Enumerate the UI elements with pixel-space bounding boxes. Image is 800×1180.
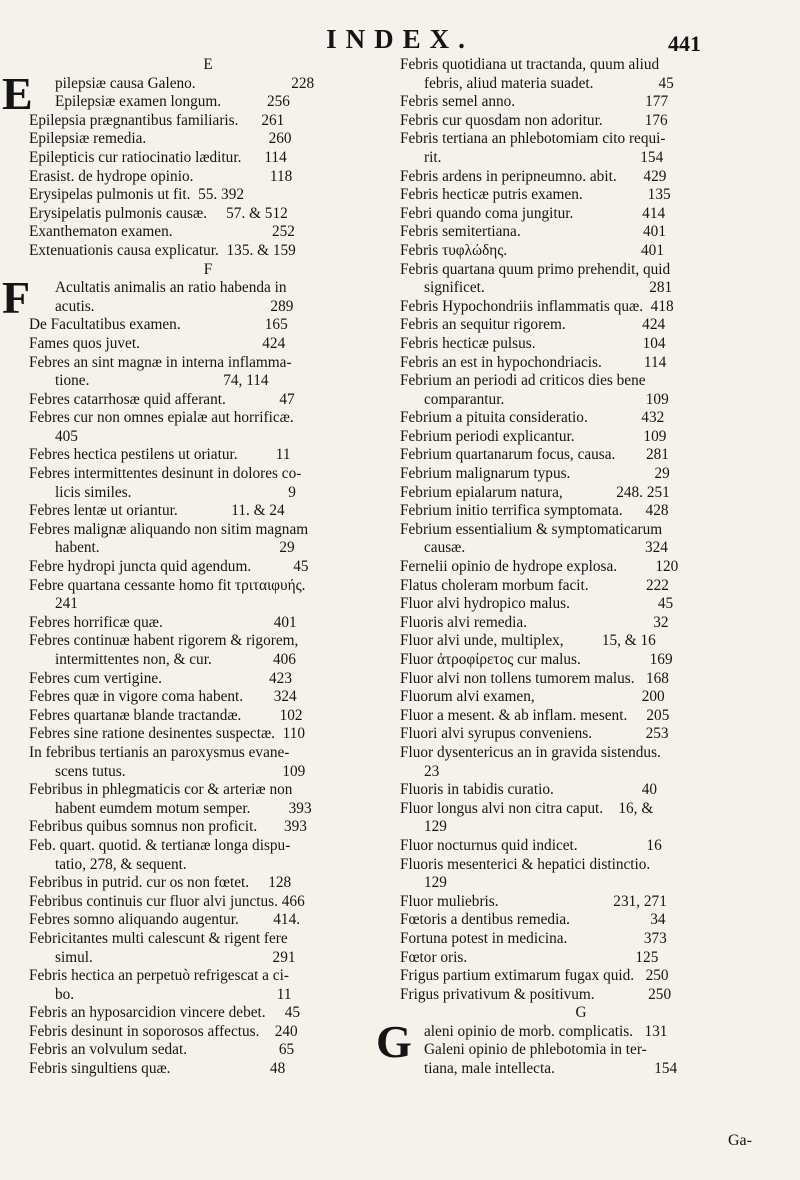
entry-line: Febris ardens in peripneumno. abit. 429: [400, 167, 667, 185]
index-entry: [29, 130, 387, 149]
entry-line: Febris hecticæ pulsus. 104: [400, 334, 666, 352]
index-entry: [29, 205, 387, 224]
index-entry: [29, 446, 387, 465]
index-entry: [29, 744, 387, 781]
section-letter: E: [203, 56, 213, 73]
index-entry: [400, 446, 762, 465]
index-entry: [29, 316, 387, 335]
entry-line: Febribus in phlegmaticis cor & arteriæ non: [29, 781, 293, 799]
index-entry: [29, 707, 387, 726]
entry-line: Febris singultiens quæ. 48: [29, 1060, 286, 1078]
entry-line: In febribus tertianis an paroxysmus evane-: [29, 743, 290, 761]
entry-line: Febris quotidiana ut tractanda, quum aliud: [400, 56, 660, 73]
entry-line: Febris an sequitur rigorem. 424: [400, 316, 666, 334]
entry-line: Fluor alvi unde, multiplex, 15, & 16: [400, 632, 656, 650]
entry-line: Febrium essentialium & symptomaticarum: [400, 520, 663, 538]
index-entry: [29, 670, 387, 689]
entry-line: De Facultatibus examen. 165: [29, 316, 288, 334]
entry-line: Feb. quart. quotid. & tertianæ longa dispu-: [29, 836, 291, 854]
index-entry: [400, 372, 762, 409]
entry-continuation-line: habent. 29: [55, 539, 295, 557]
entry-line: Frigus partium extimarum fugax quid. 250: [400, 967, 669, 985]
entry-line: Febres cur non omnes epialæ aut horrificæ.: [29, 409, 294, 427]
index-entry: [400, 521, 762, 558]
index-entry: [400, 632, 762, 651]
catchword: Ga-: [728, 1132, 752, 1149]
index-entry: [29, 465, 387, 502]
entry-line: Febrium a pituita consideratio. 432: [400, 409, 665, 427]
running-title: INDEX.: [326, 24, 474, 54]
index-entry: [400, 781, 762, 800]
index-entry: [400, 688, 762, 707]
entry-line: Fluor dysentericus an in gravida sistendus.: [400, 743, 661, 761]
index-entry: [400, 651, 762, 670]
entry-line: Febres catarrhosæ quid afferant. 47: [29, 390, 295, 408]
entry-continuation-line: comparantur. 109: [424, 390, 669, 408]
index-entry: [29, 632, 387, 669]
index-entry: [400, 484, 762, 503]
entry-line: Febres lentæ ut oriantur. 11. & 24: [29, 502, 285, 520]
drop-cap: G: [376, 1015, 412, 1067]
index-entry: [29, 112, 387, 131]
entry-line: Febrium an periodi ad criticos dies bene: [400, 372, 646, 390]
entry-line: Epilepsia prægnantibus familiaris. 261: [29, 111, 285, 129]
index-entry: [29, 242, 387, 261]
entry-line: Febribus continuis cur fluor alvi junctus. 466: [29, 892, 305, 910]
entry-line: Febres an sint magnæ in interna inflamma-: [29, 353, 292, 371]
index-entry: [29, 149, 387, 168]
index-entry: [400, 465, 762, 484]
index-entry: [400, 744, 762, 781]
index-entry: [400, 298, 762, 317]
entry-line: Febres hectica pestilens ut oriatur. 11: [29, 446, 291, 464]
index-entry: [29, 223, 387, 242]
entry-continuation-line: 23: [424, 762, 440, 780]
entry-line: Fluor ἀτροφίρετος cur malus. 169: [400, 651, 673, 668]
entry-continuation-line: intermittentes non, & cur. 406: [55, 651, 296, 668]
entry-line: Febribus quibus somnus non proficit. 393: [29, 818, 307, 836]
entry-line: Extenuationis causa explicatur. 135. & 159: [29, 241, 296, 259]
entry-line: Febres quæ in vigore coma habent. 324: [29, 688, 297, 706]
index-entry: [400, 856, 762, 893]
entry-line: Fluor muliebris. 231, 271: [400, 892, 667, 910]
entry-line: Febrium malignarum typus. 29: [400, 465, 670, 483]
entry-line: Febris hecticæ putris examen. 135: [400, 186, 671, 204]
index-entry: [400, 205, 762, 224]
entry-continuation-line: febris, aliud materia suadet. 45: [424, 74, 674, 92]
entry-line: Febris Hypochondriis inflammatis quæ. 418: [400, 297, 674, 315]
entry-line: Febris tertiana an phlebotomiam cito requi-: [400, 130, 666, 148]
entry-continuation-line: simul. 291: [55, 948, 296, 966]
index-entry: [400, 670, 762, 689]
entry-line: Febris τυφλώδης. 401: [400, 241, 664, 259]
index-entry: [400, 56, 762, 93]
page-number: 441: [668, 31, 701, 56]
index-entry: [400, 168, 762, 187]
index-entry: [400, 409, 762, 428]
index-entry: [29, 1060, 387, 1079]
entry-line: Erysipelas pulmonis ut fit. 55. 392: [29, 186, 244, 204]
entry-continuation-line: Epilepsiæ examen longum. 256: [55, 93, 290, 111]
index-entry: [29, 354, 387, 391]
entry-line: Fortuna potest in medicina. 373: [400, 929, 667, 947]
index-entry: [400, 354, 762, 373]
index-entry: [400, 800, 762, 837]
right-column: [376, 56, 762, 1079]
index-entry: [400, 316, 762, 335]
entry-continuation-line: licis similes. 9: [55, 483, 296, 501]
index-entry: [400, 558, 762, 577]
entry-continuation-line: rit. 154: [424, 148, 664, 166]
index-entry: [400, 725, 762, 744]
index-entry: [400, 242, 762, 261]
entry-line: Erysipelatis pulmonis causæ. 57. & 512: [29, 204, 288, 222]
entry-continuation-line: 129: [424, 818, 447, 836]
index-entry: [29, 1004, 387, 1023]
entry-line: Fluoris alvi remedia. 32: [400, 613, 669, 631]
entry-continuation-line: scens tutus. 109: [55, 762, 306, 780]
entry-line: Febribus in putrid. cur os non fœtet. 128: [29, 874, 292, 892]
entry-continuation-line: Galeni opinio de phlebotomia in ter-: [424, 1041, 647, 1059]
entry-line: Fluor a mesent. & ab inflam. mesent. 205: [400, 706, 670, 724]
index-entry: [400, 967, 762, 986]
index-entry: [29, 781, 387, 818]
index-entry: [2, 67, 387, 119]
index-entry: [376, 1015, 762, 1079]
entry-line: Febri quando coma jungitur. 414: [400, 204, 666, 222]
index-entry: [29, 168, 387, 187]
entry-line: Fluoris in tabidis curatio. 40: [400, 781, 658, 799]
index-entry: [29, 967, 387, 1004]
entry-line: Fluor alvi non tollens tumorem malus. 168: [400, 669, 669, 687]
index-entry: [29, 391, 387, 410]
entry-line: Febres continuæ habent rigorem & rigorem,: [29, 632, 299, 650]
entry-continuation-line: bo. 11: [55, 985, 292, 1003]
left-column: [2, 56, 387, 1079]
index-entry: [400, 577, 762, 596]
entry-line: Epilepticis cur ratiocinatio læditur. 114: [29, 148, 287, 166]
index-entry: [400, 223, 762, 242]
index-entry: [400, 930, 762, 949]
entry-continuation-line: tiana, male intellecta. 154: [424, 1060, 678, 1078]
index-entry: [400, 595, 762, 614]
entry-line: Fernelii opinio de hydrope explosa. 120: [400, 558, 679, 576]
entry-line: Fluori alvi syrupus conveniens. 253: [400, 725, 669, 743]
index-entry: [29, 1023, 387, 1042]
entry-line: Fluor longus alvi non citra caput. 16, &: [400, 799, 654, 817]
entry-continuation-line: tione. 74, 114: [55, 372, 269, 390]
entry-line: Febres sine ratione desinentes suspectæ. 110: [29, 725, 305, 743]
entry-continuation-line: causæ. 324: [424, 539, 668, 557]
entry-line: Febres horrificæ quæ. 401: [29, 613, 297, 631]
index-entry: [29, 874, 387, 893]
entry-line: Febres intermittentes desinunt in dolores co-: [29, 465, 302, 483]
entry-line: Exanthematon examen. 252: [29, 223, 295, 241]
entry-line: Febris quartana quum primo prehendit, quid: [400, 260, 671, 278]
section-letter: F: [203, 260, 213, 278]
index-entry: [400, 93, 762, 112]
entry-line: Fœtor oris. 125: [400, 948, 659, 966]
entry-line: Fœtoris a dentibus remedia. 34: [400, 911, 666, 929]
entry-continuation-line: 241: [55, 595, 78, 613]
index-entry: [29, 837, 387, 874]
index-entry: [400, 949, 762, 968]
entry-line: Febris hectica an perpetuò refrigescat a ci-: [29, 967, 289, 985]
entry-continuation-line: 129: [424, 874, 447, 892]
entry-line: Febrium periodi explicantur. 109: [400, 427, 667, 445]
entry-line: Febres cum vertigine. 423: [29, 669, 292, 687]
entry-line: Febris semel anno. 177: [400, 93, 669, 111]
index-entry: [400, 614, 762, 633]
entry-line: Fluorum alvi examen, 200: [400, 688, 665, 706]
index-entry: [29, 1041, 387, 1060]
index-entry: [29, 409, 387, 446]
index-entry: [400, 186, 762, 205]
index-entry: [2, 272, 387, 324]
index-entry: [29, 911, 387, 930]
entry-line: Febre quartana cessante homo fit τριταιφυής.: [29, 576, 306, 594]
index-entry: [29, 335, 387, 354]
entry-continuation-line: acutis. 289: [55, 297, 294, 315]
index-entry: [400, 986, 762, 1005]
entry-line: Febris desinunt in soporosos affectus. 240: [29, 1022, 298, 1040]
entry-line: Febrium epialarum natura, 248. 251: [400, 483, 670, 501]
index-entry: [400, 335, 762, 354]
entry-line: Frigus privativum & positivum. 250: [400, 985, 672, 1003]
entry-line: Fames quos juvet. 424: [29, 334, 286, 352]
entry-continuation-line: tatio, 278, & sequent.: [55, 855, 187, 873]
index-entry: [400, 707, 762, 726]
index-entry: [29, 930, 387, 967]
entry-line: Fluor nocturnus quid indicet. 16: [400, 836, 662, 854]
entry-line: Febres quartanæ blande tractandæ. 102: [29, 706, 303, 724]
entry-line: Febris semitertiana. 401: [400, 223, 666, 241]
index-entry: [400, 130, 762, 167]
index-entry: [400, 837, 762, 856]
entry-line: Fluoris mesenterici & hepatici distinctio.: [400, 855, 651, 873]
entry-line: Febricitantes multi calescunt & rigent fere: [29, 929, 288, 947]
entry-line: Erasist. de hydrope opinio. 118: [29, 167, 293, 185]
entry-continuation-line: 405: [55, 427, 78, 445]
entry-line: Febris an est in hypochondriacis. 114: [400, 353, 667, 371]
entry-continuation-line: habent eumdem motum semper. 393: [55, 799, 312, 817]
entry-line: Febres somno aliquando augentur. 414.: [29, 911, 301, 929]
index-entry: [400, 261, 762, 298]
index-entry: [29, 818, 387, 837]
entry-line: Acultatis animalis an ratio habenda in: [55, 279, 287, 297]
index-entry: [29, 558, 387, 577]
entry-line: Febres malignæ aliquando non sitim magnam: [29, 520, 309, 538]
entry-line: pilepsiæ causa Galeno. 228: [55, 74, 315, 92]
index-entry: [400, 893, 762, 912]
entry-line: Febrium initio terrifica symptomata. 428: [400, 502, 669, 520]
entry-line: Fluor alvi hydropico malus. 45: [400, 595, 674, 613]
index-entry: [400, 428, 762, 447]
section-letter: G: [575, 1004, 587, 1022]
index-entry: [400, 911, 762, 930]
entry-line: aleni opinio de morb. complicatis. 131: [424, 1022, 668, 1040]
index-entry: [29, 688, 387, 707]
entry-continuation-line: significet. 281: [424, 279, 673, 297]
entry-line: Febris cur quosdam non adoritur. 176: [400, 111, 668, 129]
index-entry: [29, 577, 387, 614]
entry-line: Febris an volvulum sedat. 65: [29, 1041, 295, 1059]
index-entry: [400, 112, 762, 131]
index-entry: [400, 502, 762, 521]
index-entry: [29, 893, 387, 912]
index-entry: [29, 725, 387, 744]
entry-line: Febre hydropi juncta quid agendum. 45: [29, 558, 309, 576]
entry-line: Febris an hyposarcidion vincere debet. 45: [29, 1004, 301, 1022]
entry-line: Febrium quartanarum focus, causa. 281: [400, 446, 669, 464]
index-entry: [29, 502, 387, 521]
index-entry: [29, 186, 387, 205]
entry-line: Flatus choleram morbum facit. 222: [400, 576, 669, 594]
drop-cap: E: [2, 67, 33, 119]
drop-cap: F: [2, 272, 31, 324]
entry-line: Epilepsiæ remedia. 260: [29, 130, 292, 148]
index-entry: [29, 521, 387, 558]
index-entry: [29, 614, 387, 633]
